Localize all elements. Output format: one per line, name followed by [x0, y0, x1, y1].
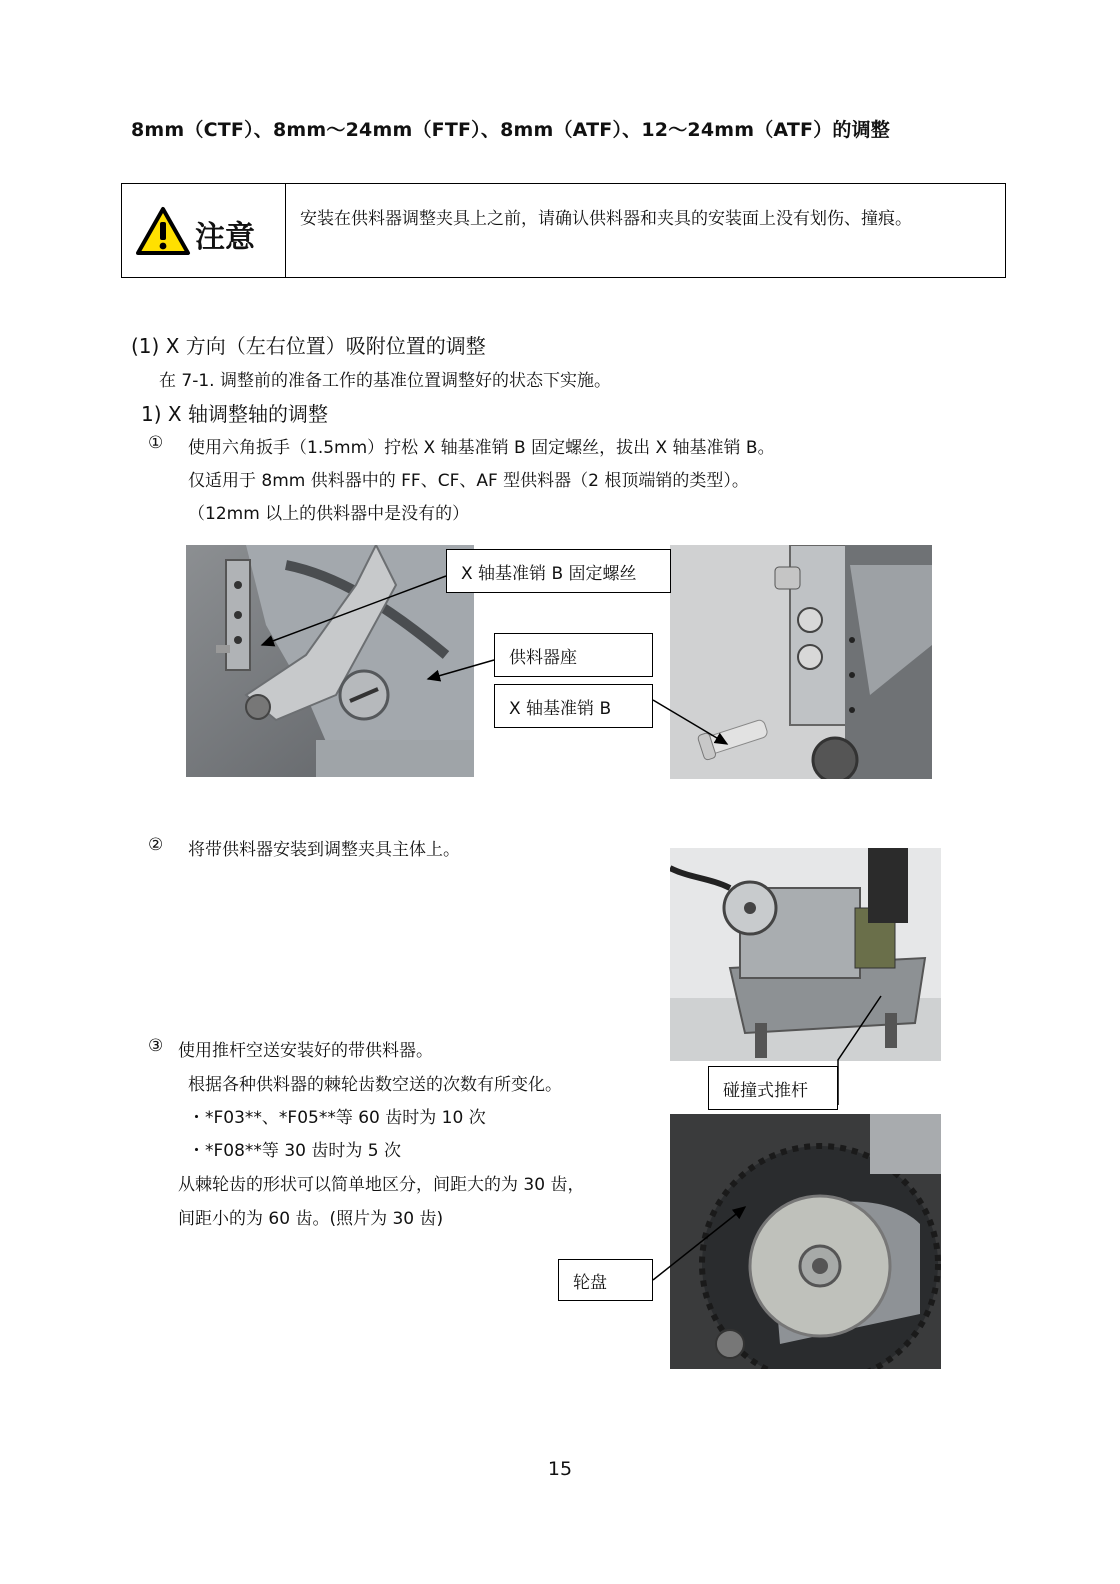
step2-number: ② — [148, 835, 164, 855]
caution-text: 安装在供料器调整夹具上之前，请确认供料器和夹具的安装面上没有划伤、撞痕。 — [300, 209, 912, 229]
page-title: 8mm（CTF）、8mm～24mm（FTF）、8mm（ATF）、12～24mm（ATF）的调整 — [131, 119, 891, 141]
caution-label: 注意 — [195, 220, 255, 255]
step2-text: 将带供料器安装到调整夹具主体上。 — [188, 840, 460, 860]
step1-line3: （12mm 以上的供料器中是没有的） — [188, 504, 470, 524]
step3-bullet2: ・*F08**等 30 齿时为 5 次 — [188, 1141, 401, 1161]
sub-heading: 1) X 轴调整轴的调整 — [141, 402, 328, 426]
step1-number: ① — [148, 433, 164, 453]
section-intro: 在 7-1. 调整前的准备工作的基准位置调整好的状态下实施。 — [159, 371, 611, 391]
callout-wheel: 轮盘 — [558, 1259, 653, 1301]
step3-number: ③ — [148, 1036, 164, 1056]
callout-screw: X 轴基准销 B 固定螺丝 — [446, 549, 671, 593]
callout-pin: X 轴基准销 B — [494, 684, 653, 728]
step3-line2: 根据各种供料器的棘轮齿数空送的次数有所变化。 — [188, 1075, 562, 1095]
callout-feeder-base: 供料器座 — [494, 633, 653, 677]
step3-text: 使用推杆空送安装好的带供料器。 — [178, 1041, 433, 1061]
page-number: 15 — [547, 1458, 573, 1480]
step1-line2: 仅适用于 8mm 供料器中的 FF、CF、AF 型供料器（2 根顶端销的类型）。 — [188, 471, 749, 491]
section-heading: (1) X 方向（左右位置）吸附位置的调整 — [131, 334, 486, 358]
step3-line5: 从棘轮齿的形状可以简单地区分，间距大的为 30 齿， — [178, 1175, 585, 1195]
step1-line1: 使用六角扳手（1.5mm）拧松 X 轴基准销 B 固定螺丝，拔出 X 轴基准销 B。 — [188, 438, 775, 458]
step3-bullet1: ・*F03**、*F05**等 60 齿时为 10 次 — [188, 1108, 486, 1128]
callout-pusher: 碰撞式推杆 — [708, 1066, 838, 1110]
step3-line6: 间距小的为 60 齿。(照片为 30 齿) — [178, 1209, 444, 1229]
